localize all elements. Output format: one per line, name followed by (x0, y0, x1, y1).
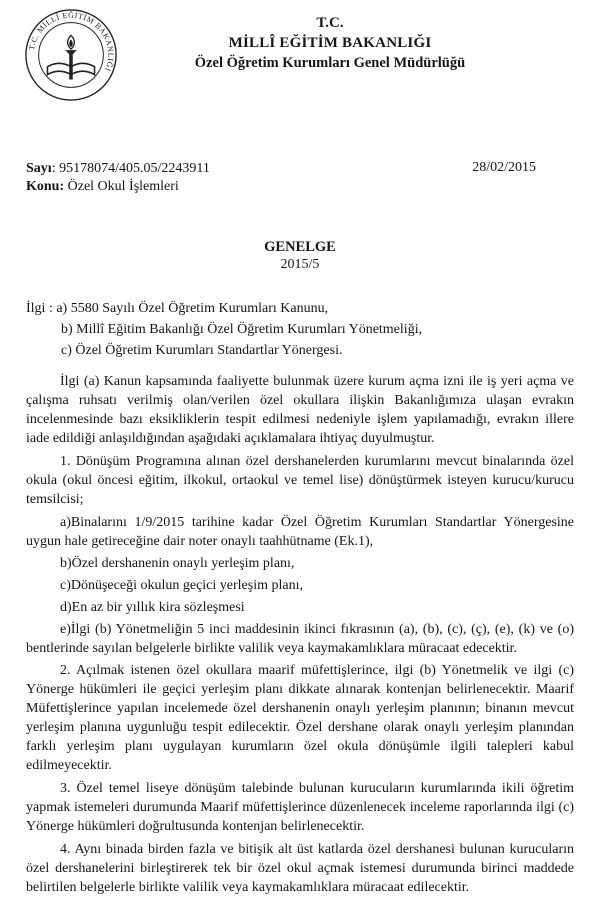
paragraph-2: 2. Açılmak istenen özel okullara maarif müfettişlerince, ilgi (b) Yönetmelik ve ilgi (c) Yönerge hükümleri ile geçici yerleşim planı dikkate alınarak kontenjan belirlenecektir. Maarif Müfettişlerince yapılan incelemede özel dershanenin onaylı yerleşim planının; binanın mevcut yerleşim planına uygunluğu tespit edilecektir. Özel dershane olarak onaylı yerleşim planından farklı yerleşim planı uygulayan kurumların özel okula dönüşümle ilgili talepleri kabul edilmeyecektir. (26, 663, 574, 773)
svg-text:T.C. MİLLÎ EĞİTİM BAKANLIĞI: T.C. MİLLÎ EĞİTİM BAKANLIĞI (27, 10, 116, 73)
paragraph-1e: e)İlgi (b) Yönetmeliğin 5 inci maddesinin ikinci fıkrasının (a), (b), (c), (ç), (e), (k) ve (o) bentlerinde sayılan belgelerle birlikte valilik veya kaymakamlıklara müracaat edecektir. (26, 622, 574, 656)
header-country: T.C. (316, 15, 344, 31)
sayi-line (26, 160, 210, 178)
ilgi-references (26, 298, 422, 361)
konu-value: Özel Okul İşlemleri (64, 179, 179, 194)
paragraph-1c: c)Dönüşeceği okulun geçici yerleşim planı, (60, 578, 303, 593)
paragraph-1a: a)Binalarını 1/9/2015 tarihine kadar Özel Öğretim Kurumları Standartlar Yönergesine uygun hale getireceğine dair noter onaylı taahhütname (Ek.1), (26, 515, 574, 549)
header-ministry: MİLLÎ EĞİTİM BAKANLIĞI (228, 35, 432, 51)
paragraph-1b: b)Özel dershanenin onaylı yerleşim planı, (60, 556, 295, 571)
konu-line (26, 178, 179, 196)
intro-paragraph: İlgi (a) Kanun kapsamında faaliyette bulunmak üzere kurum açma izni ile iş yeri açma ve çalışma ruhsatı verilmiş olan/verilen özel okullara ilişkin Bakanlığımıza ulaşan evrakın incelenmesinde bazı eksikliklerin tespit edilmesi nedeniyle işlem yapılamadığı, evrakın illere iade edildiği anlaşıldığından aşağıdaki açıklamalara ihtiyaç duyulmuştur. (26, 374, 574, 446)
paragraph-1: 1. Dönüşüm Programına alınan özel dershanelerden kurumlarını mevcut binalarında özel okula (okul öncesi eğitim, ilkokul, ortaokul ve temel lise) dönüştürmek isteyen kurucu/kurucu temsilcisi; (26, 454, 574, 507)
sayi-label: Sayı (26, 161, 52, 176)
genelge-block (0, 238, 600, 274)
ilgi-a: İlgi : a) 5580 Sayılı Özel Öğretim Kurumları Kanunu, (26, 301, 329, 316)
genelge-title: GENELGE (264, 239, 336, 255)
sayi-value: : 95178074/405.05/2243911 (51, 161, 210, 176)
document-header (130, 13, 530, 73)
genelge-number: 2015/5 (280, 257, 320, 272)
header-department: Özel Öğretim Kurumları Genel Müdürlüğü (194, 55, 466, 71)
ministry-logo (22, 6, 120, 104)
ilgi-c: c) Özel Öğretim Kurumları Standartlar Yönergesi. (61, 343, 343, 358)
paragraph-3: 3. Özel temel liseye dönüşüm talebinde bulunan kurucuların kurumlarında ikili öğretim yapmak istemeleri durumunda Maarif müfettişlerince düzenlenecek inceleme raporlarında ilgi (c) Yönerge hükümleri doğrultusunda kontenjan belirlenecektir. (26, 781, 574, 834)
konu-label: Konu: (26, 179, 65, 194)
document-date: 28/02/2015 (472, 160, 536, 175)
paragraph-4: 4. Aynı binada birden fazla ve bitişik alt üst katlarda özel dershanesi bulunan kurucuların özel dershanelerini birleştirerek tek bir özel okul açmak istemesi durumunda birinci maddede belirtilen belgelerle birlikte valilik veya kaymakamlıklara müracaat edilecektir. (26, 842, 574, 895)
paragraph-1d: d)En az bir yıllık kira sözleşmesi (60, 600, 245, 615)
document-body (26, 372, 574, 901)
ilgi-b: b) Millî Eğitim Bakanlığı Özel Öğretim Kurumları Yönetmeliği, (61, 322, 423, 337)
